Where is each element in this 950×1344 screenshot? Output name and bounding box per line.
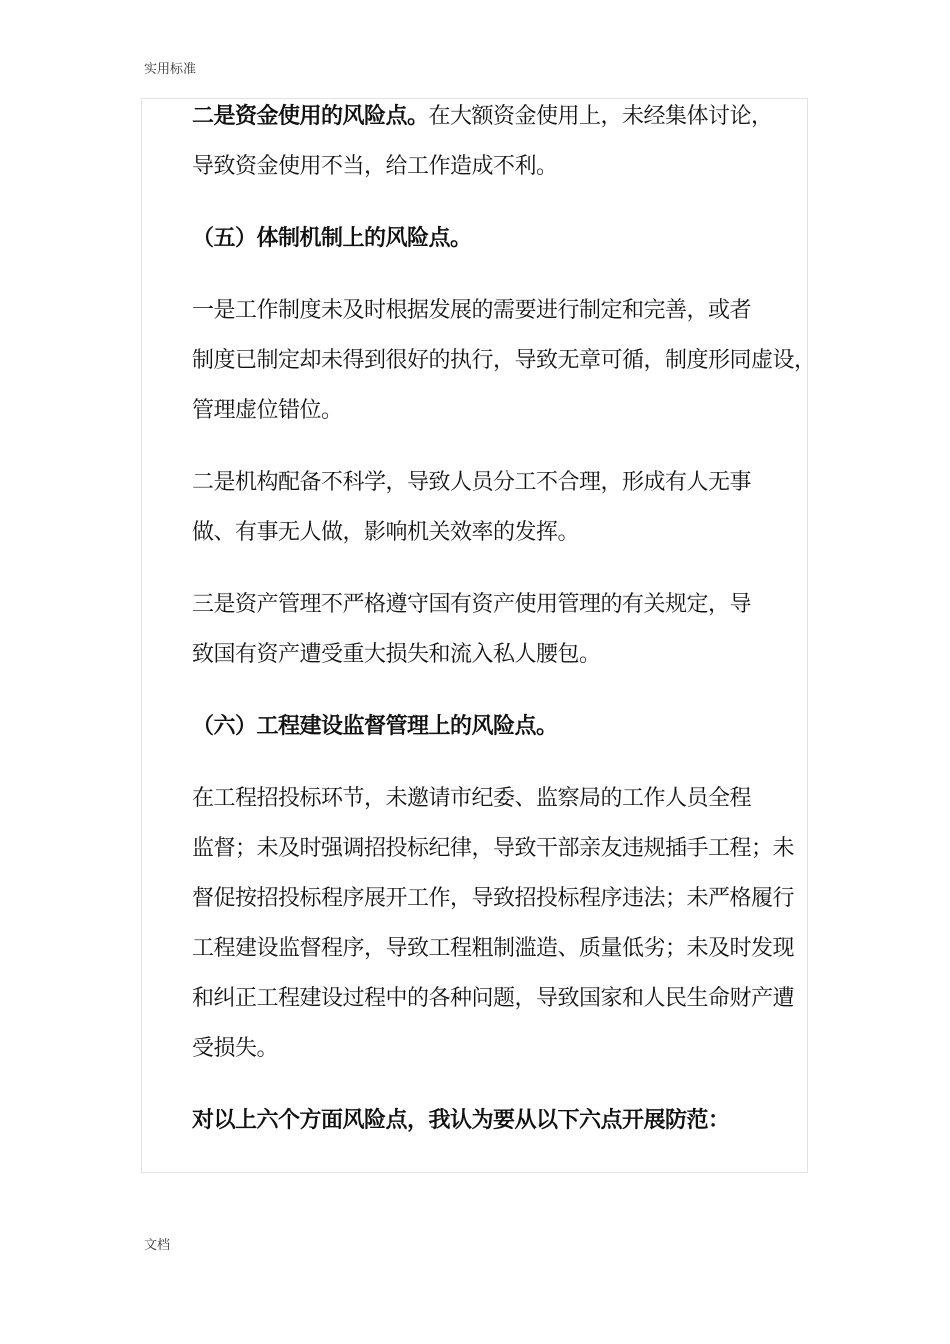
section-heading-prevention: 对以上六个方面风险点，我认为要从以下六点开展防范： bbox=[192, 1108, 730, 1133]
paragraph-line: 管理虚位错位。 bbox=[192, 398, 343, 423]
paragraph-line: 三是资产管理不严格遵守国有资产使用管理的有关规定，导 bbox=[192, 592, 752, 617]
paragraph-line: 督促按招投标程序展开工作，导致招投标程序违法；未严格履行 bbox=[192, 886, 795, 911]
paragraph-line: 导致资金使用不当，给工作造成不利。 bbox=[192, 154, 558, 179]
paragraph-line: 制度已制定却未得到很好的执行，导致无章可循，制度形同虚设， bbox=[192, 348, 816, 373]
paragraph-system-rules bbox=[144, 286, 816, 436]
paragraph-fund-risk bbox=[144, 92, 816, 192]
paragraph-line: 监督；未及时强调招投标纪律，导致干部亲友违规插手工程；未 bbox=[192, 836, 795, 861]
page-footer: 文档 bbox=[144, 1238, 171, 1253]
paragraph-line: 一是工作制度未及时根据发展的需要进行制定和完善，或者 bbox=[192, 298, 752, 323]
paragraph-line: 和纠正工程建设过程中的各种问题，导致国家和人民生命财产遭 bbox=[192, 986, 795, 1011]
paragraph-line: 在工程招投标环节，未邀请市纪委、监察局的工作人员全程 bbox=[192, 786, 752, 811]
section-heading-five: （五）体制机制上的风险点。 bbox=[192, 226, 472, 251]
paragraph-assets bbox=[144, 580, 816, 680]
paragraph-line: 工程建设监督程序，导致工程粗制滥造、质量低劣；未及时发现 bbox=[192, 936, 795, 961]
paragraph-line: 做、有事无人做，影响机关效率的发挥。 bbox=[192, 520, 580, 545]
paragraph-bidding bbox=[144, 774, 816, 1074]
paragraph-line: 二是机构配备不科学，导致人员分工不合理，形成有人无事 bbox=[192, 470, 752, 495]
document-body bbox=[144, 92, 816, 1168]
paragraph-line: 受损失。 bbox=[192, 1036, 279, 1061]
page-header: 实用标准 bbox=[144, 62, 197, 77]
paragraph-lead: 二是资金使用的风险点。 bbox=[192, 104, 429, 129]
section-heading-six: （六）工程建设监督管理上的风险点。 bbox=[192, 714, 558, 739]
paragraph-staffing bbox=[144, 458, 816, 558]
paragraph-line: 致国有资产遭受重大损失和流入私人腰包。 bbox=[192, 642, 601, 667]
paragraph-line: 在大额资金使用上，未经集体讨论， bbox=[428, 104, 773, 129]
